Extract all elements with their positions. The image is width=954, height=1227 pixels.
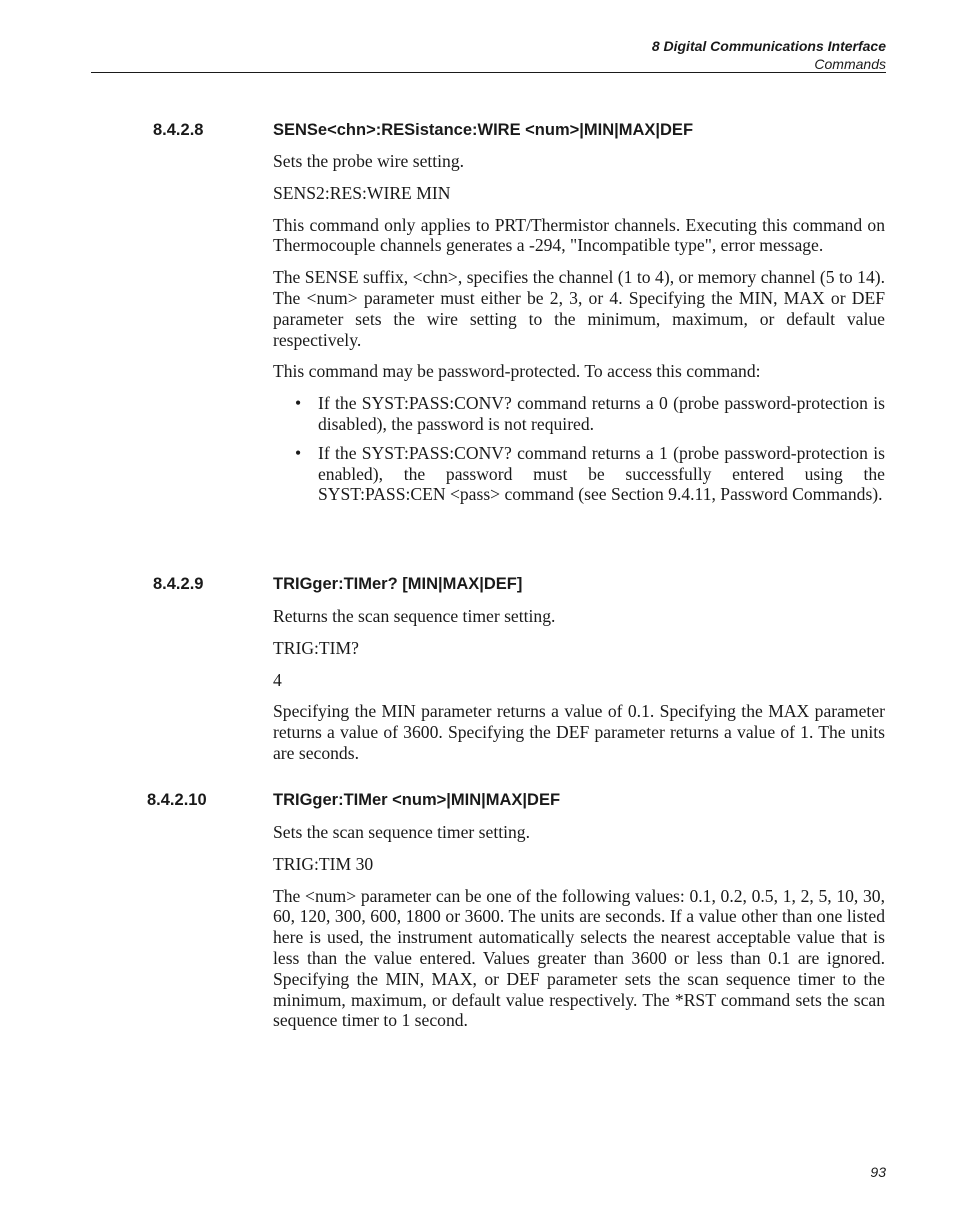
chapter-title: 8 Digital Communications Interface xyxy=(651,38,886,54)
paragraph: The SENSE suffix, <chn>, specifies the channel (1 to 4), or memory channel (5 to 14). The <num> parameter must either be 2, 3, or 4. Specifying the MIN, MAX or DEF parameter sets the wire setting to the minimum, maximum, or default value respectively. xyxy=(273,267,885,350)
section-heading xyxy=(0,573,954,595)
section-8-4-2-8 xyxy=(0,119,954,513)
paragraph: This command may be password-protected. To access this command: xyxy=(273,361,761,382)
section-number: 8.4.2.8 xyxy=(153,121,204,139)
section-title: SENSe<chn>:RESistance:WIRE <num>|MIN|MAX|DEF xyxy=(273,121,694,139)
section-body xyxy=(273,606,885,764)
example-command: SENS2:RES:WIRE MIN xyxy=(273,182,451,203)
section-body xyxy=(273,822,885,1031)
header-rule xyxy=(91,72,886,73)
paragraph: The <num> parameter can be one of the following values: 0.1, 0.2, 0.5, 1, 2, 5, 10, 30, 60, 120, 300, 600, 1800 or 3600. The units are seconds. If a value other than one listed here is used, the instrument automatically selects the nearest acceptable value that is less than the value entered. Values greater than 3600 or less than 0.1 are ignored. Specifying the MIN, MAX, or DEF parameter sets the scan sequence timer to the minimum, maximum, or default value respectively. The *RST command sets the scan sequence timer to 1 second. xyxy=(273,885,885,1031)
section-title: TRIGger:TIMer <num>|MIN|MAX|DEF xyxy=(273,791,561,809)
paragraph: This command only applies to PRT/Thermistor channels. Executing this command on Thermocouple channels generates a -294, "Incompatible type", error message. xyxy=(273,214,885,256)
section-number: 8.4.2.10 xyxy=(147,791,207,809)
paragraph: Sets the scan sequence timer setting. xyxy=(273,822,530,842)
paragraph: Returns the scan sequence timer setting. xyxy=(273,606,556,626)
bullet-icon: • xyxy=(295,442,302,463)
example-command: TRIG:TIM 30 xyxy=(273,853,374,874)
page-number: 93 xyxy=(870,1164,886,1180)
section-heading xyxy=(0,789,954,811)
paragraph: Sets the probe wire setting. xyxy=(273,151,465,171)
example-response: 4 xyxy=(273,669,282,690)
running-header xyxy=(652,37,886,73)
list-item xyxy=(273,443,885,505)
section-title: TRIGger:TIMer? [MIN|MAX|DEF] xyxy=(273,575,523,593)
section-8-4-2-10 xyxy=(0,789,954,1042)
header-subtitle: Commands xyxy=(814,56,886,72)
example-command: TRIG:TIM? xyxy=(273,637,359,658)
bullet-list xyxy=(273,393,885,505)
section-heading xyxy=(0,119,954,141)
section-8-4-2-9 xyxy=(0,573,954,775)
list-item-text: If the SYST:PASS:CONV? command returns a 1 (probe password-protection is enabled), the password must be successfully entered using the SYST:PASS:CEN <pass> command (see Section 9.4.11, Password Commands). xyxy=(318,442,885,505)
list-item-text: If the SYST:PASS:CONV? command returns a 0 (probe password-protection is disabled), the password is not required. xyxy=(318,393,885,434)
list-item xyxy=(273,393,885,435)
section-body xyxy=(273,151,885,505)
paragraph: Specifying the MIN parameter returns a value of 0.1. Specifying the MAX parameter returns a value of 3600. Specifying the DEF parameter returns a value of 1. The units are seconds. xyxy=(273,701,885,763)
bullet-icon: • xyxy=(295,393,302,414)
section-number: 8.4.2.9 xyxy=(153,575,204,593)
